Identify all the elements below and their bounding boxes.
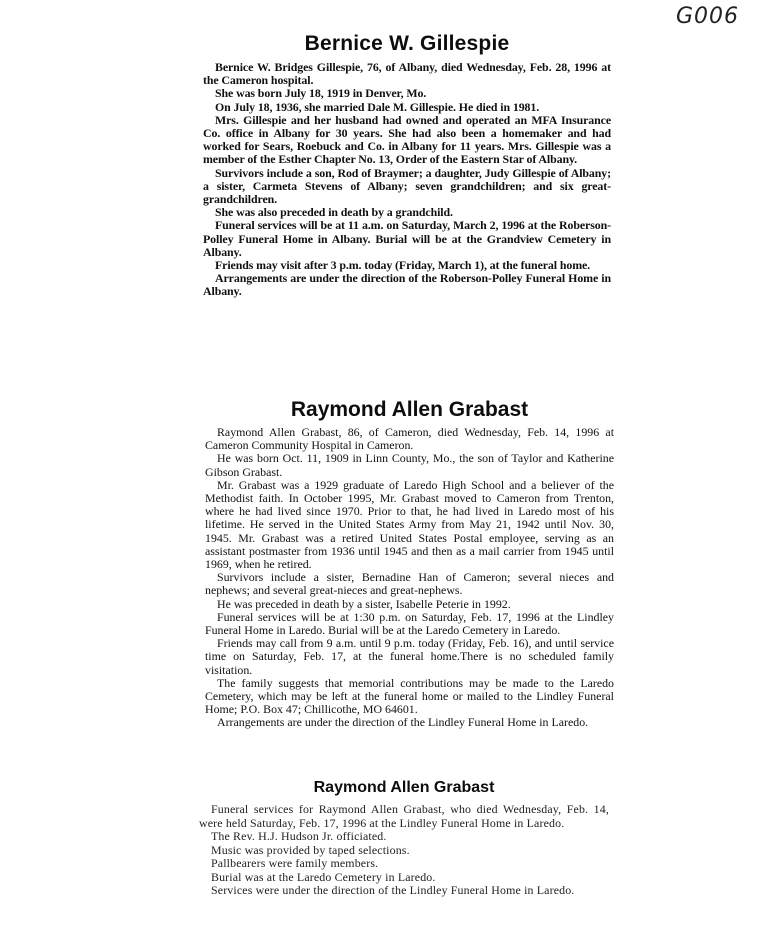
obituary-raymond-grabast-services: [199, 776, 609, 898]
obituary-paragraph: Arrangements are under the direction of the Roberson-Polley Funeral Home in Albany.: [203, 271, 611, 299]
obituary-paragraph: Funeral services will be at 11 a.m. on Saturday, March 2, 1996 at the Roberson-Polley Funeral Home in Albany. Burial will be at the Grandview Cemetery in Albany.: [203, 218, 611, 259]
obituary-paragraph: He was preceded in death by a sister, Isabelle Peterie in 1992.: [217, 596, 511, 611]
obituary-raymond-grabast: [205, 396, 614, 730]
obituary-paragraph: The family suggests that memorial contributions may be made to the Laredo Cemetery, which may be left at the funeral home or mailed to the Lindley Funeral Home; P.O. Box 47; Chillicothe, MO 64601.: [205, 675, 614, 717]
obituary-title: Raymond Allen Grabast: [313, 779, 495, 796]
obituary-paragraph: Arrangements are under the direction of the Lindley Funeral Home in Laredo.: [217, 715, 589, 730]
obituary-body: [205, 426, 614, 730]
obituary-paragraph: Friends may visit after 3 p.m. today (Friday, March 1), at the funeral home.: [215, 258, 591, 273]
obituary-paragraph: Pallbearers were family members.: [211, 856, 379, 870]
obituary-title: Bernice W. Gillespie: [304, 32, 510, 55]
obituary-paragraph: Friends may call from 9 a.m. until 9 p.m. today (Friday, Feb. 16), and until service time on Saturday, Feb. 17, at the funeral home.There is no scheduled family visitation.: [205, 636, 614, 677]
obituary-paragraph: On July 18, 1936, she married Dale M. Gillespie. He died in 1981.: [215, 99, 540, 114]
obituary-paragraph: Raymond Allen Grabast, 86, of Cameron, died Wednesday, Feb. 14, 1996 at Cameron Community Hospital in Cameron.: [205, 425, 614, 453]
obituary-bernice-gillespie: [203, 30, 611, 299]
obituary-paragraph: Survivors include a son, Rod of Braymer; a daughter, Judy Gillespie of Albany; a sister, Carmeta Stevens of Albany; seven grandchildren; and six great-grandchildren.: [203, 165, 611, 207]
obituary-paragraph: Funeral services will be at 1:30 p.m. on Saturday, Feb. 17, 1996 at the Lindley Funeral Home in Laredo. Burial will be at the Laredo Cemetery in Laredo.: [205, 609, 614, 638]
obituary-paragraph: Mr. Grabast was a 1929 graduate of Laredo High School and a believer of the Methodist faith. In October 1995, Mr. Grabast moved to Cameron from Trenton, where he had lived since 1970. Prior to that, he had lived in Laredo most of his lifetime. He served in the United States Army from May 21, 1942 until Nov. 30, 1945. Mr. Grabast was a retired United States Postal employee, serving as an assistant postmaster from 1936 until 1945 and then as a mail carrier from 1945 until 1969, when he retired.: [205, 477, 614, 572]
obituary-paragraph: Survivors include a sister, Bernadine Han of Cameron; several nieces and nephews; and several great-nieces and great-nephews.: [205, 570, 614, 598]
obituary-body: [203, 61, 611, 299]
obituary-paragraph: The Rev. H.J. Hudson Jr. officiated.: [211, 829, 387, 843]
obituary-paragraph: Funeral services for Raymond Allen Grabast, who died Wednesday, Feb. 14, were held Saturday, Feb. 17, 1996 at the Lindley Funeral Home in Laredo.: [199, 802, 609, 830]
obituary-paragraph: Bernice W. Bridges Gillespie, 76, of Albany, died Wednesday, Feb. 28, 1996 at the Cameron hospital.: [203, 60, 611, 88]
obituary-paragraph: She was also preceded in death by a grandchild.: [215, 205, 453, 220]
obituary-paragraph: Burial was at the Laredo Cemetery in Laredo.: [211, 869, 436, 884]
obituary-paragraph: Services were under the direction of the Lindley Funeral Home in Laredo.: [211, 883, 575, 897]
obituary-paragraph: She was born July 18, 1919 in Denver, Mo.: [215, 86, 427, 101]
obituary-paragraph: Music was provided by taped selections.: [211, 842, 410, 857]
obituary-body: [199, 803, 609, 898]
page-reference-code: G006: [675, 4, 739, 29]
obituary-paragraph: He was born Oct. 11, 1909 in Linn County, Mo., the son of Taylor and Katherine Gibson Grabast.: [205, 451, 614, 479]
obituary-title: Raymond Allen Grabast: [290, 398, 529, 421]
obituary-paragraph: Mrs. Gillespie and her husband had owned and operated an MFA Insurance Co. office in Albany for 30 years. She had also been a homemaker and had worked for Sears, Roebuck and Co. in Albany for 11 years. Mrs. Gillespie was a member of the Esther Chapter No. 13, Order of the Eastern Star of Albany.: [203, 112, 611, 167]
